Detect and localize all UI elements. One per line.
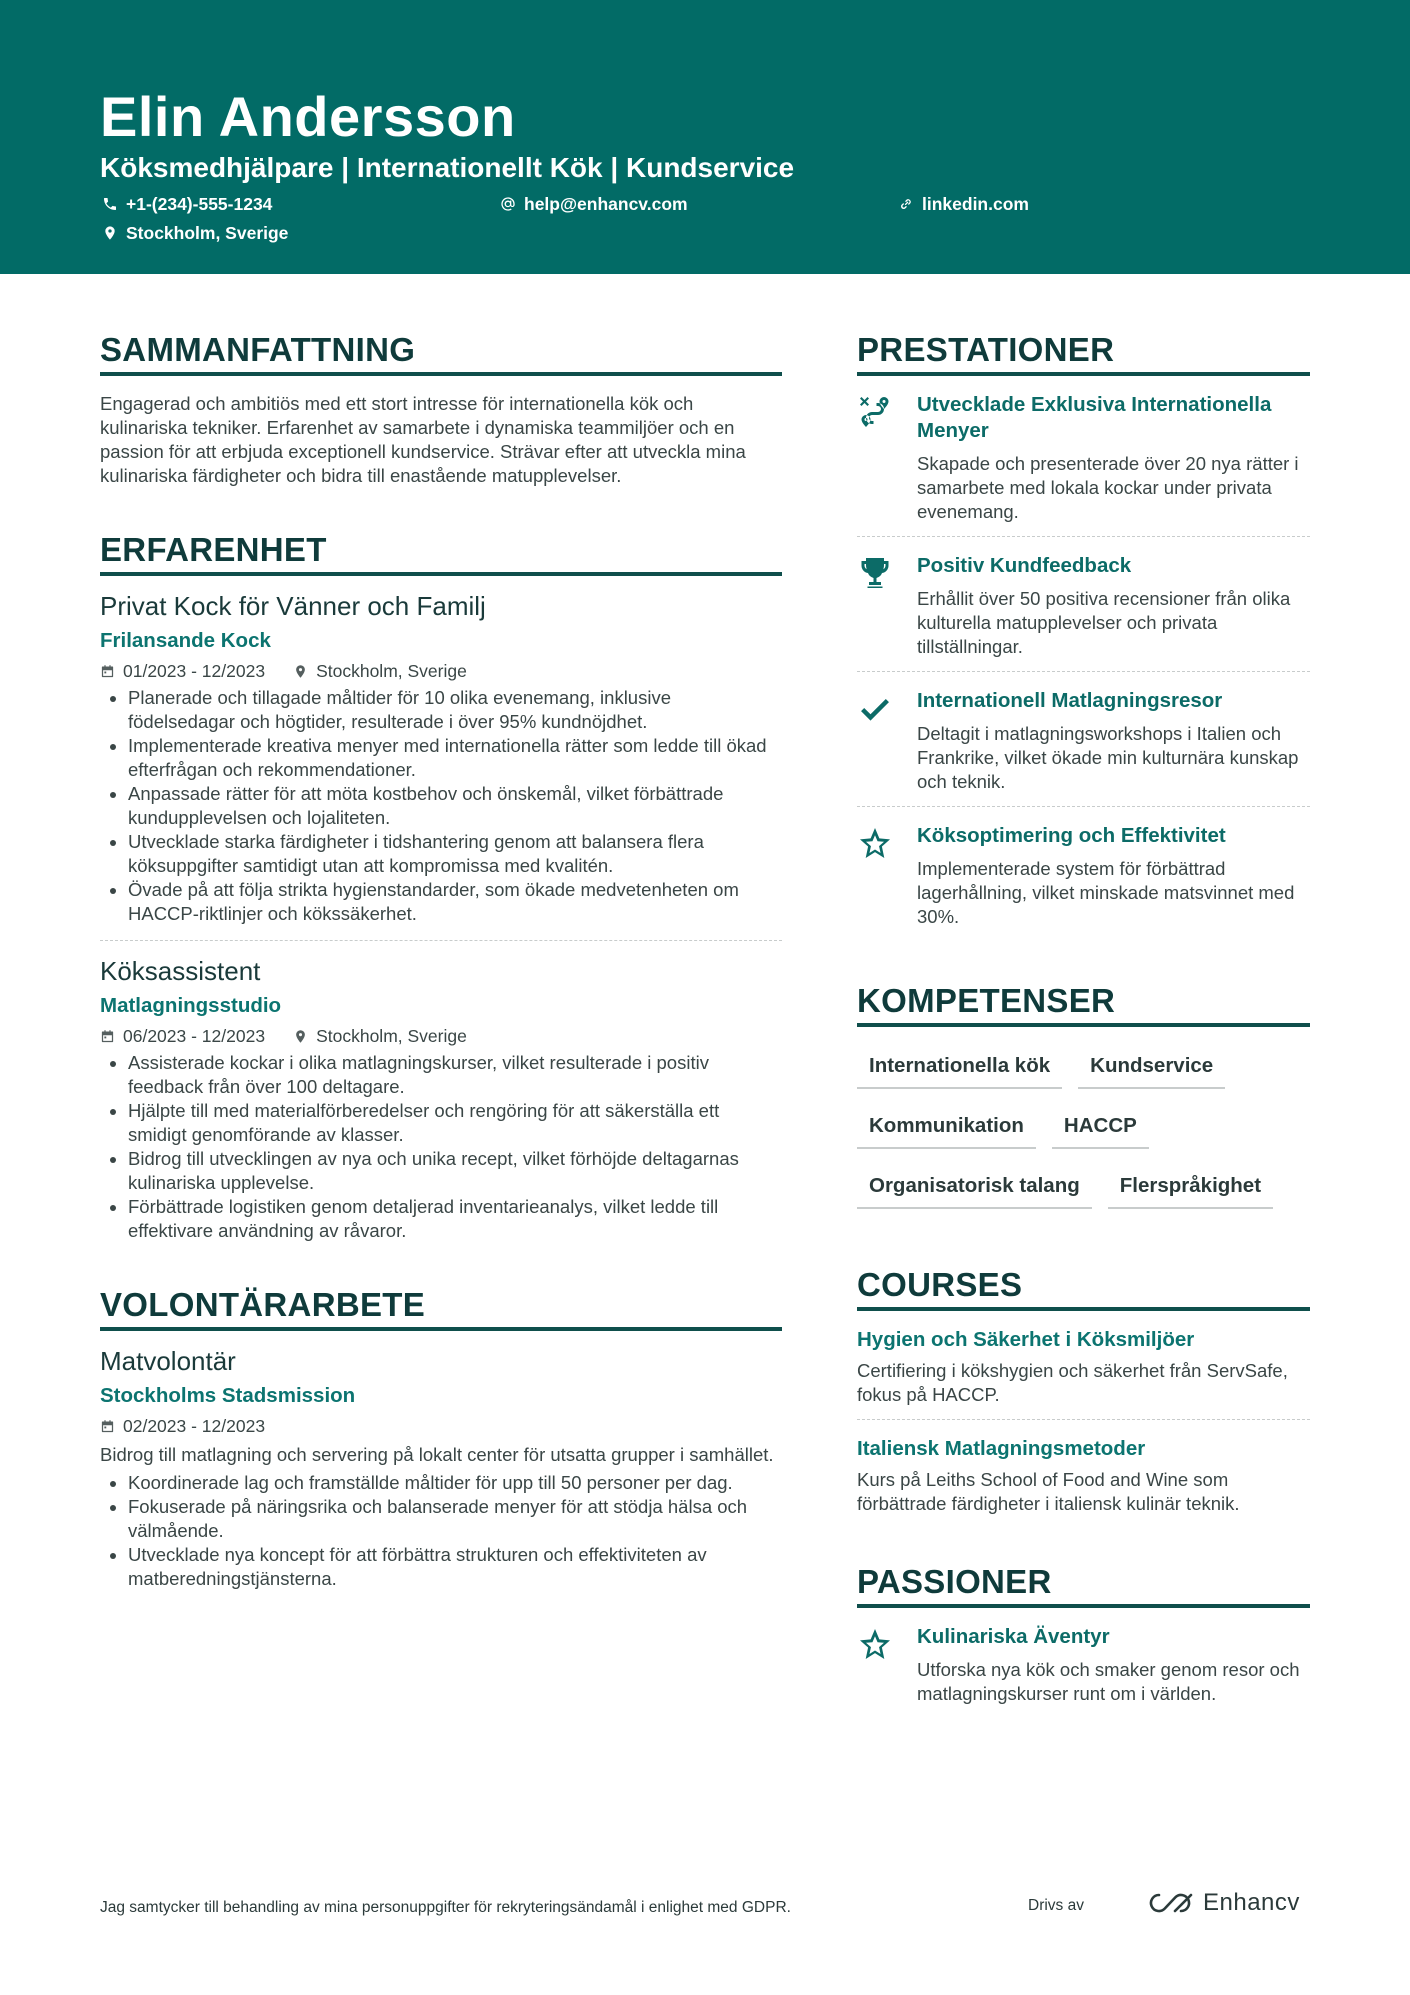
candidate-name: Elin Andersson bbox=[100, 85, 516, 148]
skill-tag: Flerspråkighet bbox=[1108, 1167, 1273, 1209]
achievements-heading: PRESTATIONER bbox=[857, 330, 1310, 376]
job-dates bbox=[100, 1025, 265, 1047]
summary-text: Engagerad och ambitiös med ett stort intresse för internationella kök och kulinariska tekniker. Erfarenhet av samarbete i dynamiska teammiljöer och en passion för att erbjuda exceptionell kundservice. Strävar efter att utveckla mina kulinariska färdigheter och bidra till enastående matupplevelser. bbox=[100, 393, 746, 486]
job-company: Matlagningsstudio bbox=[100, 994, 282, 1017]
achievement-divider bbox=[857, 536, 1310, 537]
trophy-icon bbox=[857, 555, 893, 591]
course-item bbox=[857, 1436, 1310, 1516]
experience-section bbox=[100, 530, 782, 1243]
left-column bbox=[100, 330, 782, 1591]
volunteer-heading: VOLONTÄRARBETE bbox=[100, 1285, 782, 1331]
volunteer-entry bbox=[100, 1345, 782, 1591]
job-dates bbox=[100, 660, 265, 682]
at-icon bbox=[500, 196, 516, 212]
volunteer-description: Bidrog till matlagning och servering på lokalt center för utsatta grupper i samhället. bbox=[100, 1444, 774, 1465]
skill-tag: Internationella kök bbox=[857, 1047, 1062, 1089]
passion-item bbox=[857, 1624, 1310, 1706]
job-dates-text: 06/2023 - 12/2023 bbox=[123, 1026, 266, 1046]
job-meta bbox=[100, 660, 782, 682]
job-location bbox=[293, 660, 467, 682]
bullet-item: • Bidrog till utvecklingen av nya och unika recept, vilket förhöjde deltagarnas kulinariska upplevelse. bbox=[128, 1147, 782, 1195]
achievements-section bbox=[857, 330, 1310, 929]
job-location-text: Stockholm, Sverige bbox=[316, 661, 467, 681]
gdpr-consent: Jag samtycker till behandling av mina personuppgifter för rekryteringsändamål i enlighet med GDPR. bbox=[100, 1899, 791, 1916]
achievement-description: Deltagit i matlagningsworkshops i Italien och Frankrike, vilket ökade min kulturnära kunskap och teknik. bbox=[917, 723, 1299, 792]
bullet-item: • Planerade och tillagade måltider för 10 olika evenemang, inklusive födelsedagar och högtider, resulterade i över 95% kundnöjdhet. bbox=[128, 686, 782, 734]
job-divider bbox=[100, 940, 782, 941]
job-title: Privat Kock för Vänner och Familj bbox=[100, 591, 486, 621]
volunteer-dates-text: 02/2023 - 12/2023 bbox=[123, 1416, 266, 1436]
job-entry bbox=[100, 955, 782, 1243]
skills-heading: KOMPETENSER bbox=[857, 981, 1310, 1027]
star-icon bbox=[857, 825, 893, 861]
job-location-text: Stockholm, Sverige bbox=[316, 1026, 467, 1046]
enhancv-logo[interactable] bbox=[1147, 1889, 1300, 1917]
achievement-divider bbox=[857, 671, 1310, 672]
passions-section bbox=[857, 1562, 1310, 1706]
bullet-item: • Koordinerade lag och framställde måltider för upp till 50 personer per dag. bbox=[128, 1471, 782, 1495]
summary-section bbox=[100, 330, 782, 488]
job-dates-text: 01/2023 - 12/2023 bbox=[123, 661, 266, 681]
job-company: Frilansande Kock bbox=[100, 629, 271, 652]
contact-linkedin[interactable] bbox=[898, 192, 1029, 216]
volunteer-dates bbox=[100, 1415, 265, 1437]
bullet-item: • Anpassade rätter för att möta kostbehov och önskemål, vilket förbättrade kundupplevelsen och lojaliteten. bbox=[128, 782, 782, 830]
resume-header bbox=[0, 0, 1410, 274]
passion-title: Kulinariska Äventyr bbox=[917, 1625, 1110, 1648]
location-pin-icon bbox=[293, 664, 308, 679]
course-title: Italiensk Matlagningsmetoder bbox=[857, 1437, 1146, 1460]
enhancv-logo-icon bbox=[1147, 1891, 1193, 1915]
bullet-item: • Assisterade kockar i olika matlagningskurser, vilket resulterade i positiv feedback från över 100 deltagare. bbox=[128, 1051, 782, 1099]
contact-phone[interactable] bbox=[102, 192, 272, 216]
bullet-item: • Övade på att följa strikta hygienstandarder, som ökade medvetenheten om HACCP-riktlinjer och kökssäkerhet. bbox=[128, 878, 782, 926]
achievement-description: Erhållit över 50 positiva recensioner från olika kulturella matupplevelser och privata tillställningar. bbox=[917, 588, 1291, 657]
phone-icon bbox=[102, 196, 118, 212]
achievement-item bbox=[857, 553, 1310, 659]
skills-list bbox=[857, 1047, 1310, 1227]
powered-by-label: Drivs av bbox=[1028, 1897, 1084, 1914]
enhancv-wordmark: Enhancv bbox=[1203, 1889, 1300, 1916]
course-title: Hygien och Säkerhet i Köksmiljöer bbox=[857, 1328, 1195, 1351]
job-location bbox=[293, 1025, 467, 1047]
achievement-item bbox=[857, 688, 1310, 794]
calendar-icon bbox=[100, 1419, 115, 1434]
bullet-item: • Hjälpte till med materialförberedelser och rengöring för att säkerställa ett smidigt genomförande av klasser. bbox=[128, 1099, 782, 1147]
achievement-description: Implementerade system för förbättrad lagerhållning, vilket minskade matsvinnet med 30%. bbox=[917, 858, 1295, 927]
link-icon bbox=[898, 196, 914, 212]
location-pin-icon bbox=[102, 225, 118, 241]
bullet-item: • Utvecklade starka färdigheter i tidshantering genom att balansera flera köksuppgifter samtidigt utan att kompromissa med kvalitén. bbox=[128, 830, 782, 878]
passions-heading: PASSIONER bbox=[857, 1562, 1310, 1608]
job-entry bbox=[100, 590, 782, 926]
experience-heading: ERFARENHET bbox=[100, 530, 782, 576]
job-meta bbox=[100, 1025, 782, 1047]
contact-email[interactable] bbox=[500, 192, 688, 216]
achievement-title: Köksoptimering och Effektivitet bbox=[917, 824, 1226, 847]
achievement-title: Internationell Matlagningsresor bbox=[917, 689, 1223, 712]
summary-heading: SAMMANFATTNING bbox=[100, 330, 782, 376]
checkmark-icon bbox=[857, 690, 893, 726]
skill-tag: Kundservice bbox=[1078, 1047, 1225, 1089]
location-pin-icon bbox=[293, 1029, 308, 1044]
calendar-icon bbox=[100, 664, 115, 679]
skills-section bbox=[857, 981, 1310, 1227]
course-item bbox=[857, 1327, 1310, 1407]
right-column bbox=[857, 330, 1310, 1706]
skill-tag: Kommunikation bbox=[857, 1107, 1036, 1149]
achievement-item bbox=[857, 823, 1310, 929]
courses-section bbox=[857, 1265, 1310, 1516]
candidate-title: Köksmedhjälpare | Internationellt Kök | Kundservice bbox=[100, 152, 795, 183]
job-bullets bbox=[100, 1051, 782, 1243]
bullet-item: • Utvecklade nya koncept för att förbättra strukturen och effektiviteten av matberedningstjänsterna. bbox=[128, 1543, 782, 1591]
email-text: help@enhancv.com bbox=[524, 194, 688, 214]
phone-text: +1-(234)-555-1234 bbox=[126, 194, 273, 214]
calendar-icon bbox=[100, 1029, 115, 1044]
route-icon bbox=[857, 394, 893, 430]
bullet-item: • Fokuserade på näringsrika och balanserade menyer för att stödja hälsa och välmående. bbox=[128, 1495, 782, 1543]
achievement-divider bbox=[857, 806, 1310, 807]
courses-heading: COURSES bbox=[857, 1265, 1310, 1311]
job-bullets bbox=[100, 686, 782, 926]
skill-tag: HACCP bbox=[1052, 1107, 1149, 1149]
course-divider bbox=[857, 1419, 1310, 1420]
achievement-title: Utvecklade Exklusiva Internationella Menyer bbox=[917, 393, 1272, 442]
volunteer-title: Matvolontär bbox=[100, 1346, 236, 1376]
volunteer-section bbox=[100, 1285, 782, 1591]
course-description: Kurs på Leiths School of Food and Wine som förbättrade färdigheter i italiensk kulinär teknik. bbox=[857, 1469, 1240, 1514]
course-description: Certifiering i kökshygien och säkerhet från ServSafe, fokus på HACCP. bbox=[857, 1360, 1288, 1405]
linkedin-text: linkedin.com bbox=[922, 194, 1029, 214]
volunteer-bullets bbox=[100, 1471, 782, 1591]
bullet-item: • Förbättrade logistiken genom detaljerad inventarieanalys, vilket ledde till effektivare användning av råvaror. bbox=[128, 1195, 782, 1243]
location-text: Stockholm, Sverige bbox=[126, 223, 289, 243]
passion-description: Utforska nya kök och smaker genom resor och matlagningskurser runt om i världen. bbox=[917, 1659, 1300, 1704]
bullet-item: • Implementerade kreativa menyer med internationella rätter som ledde till ökad efterfrågan och rekommendationer. bbox=[128, 734, 782, 782]
volunteer-meta bbox=[100, 1415, 782, 1437]
achievement-item bbox=[857, 392, 1310, 524]
skill-tag: Organisatorisk talang bbox=[857, 1167, 1092, 1209]
job-title: Köksassistent bbox=[100, 956, 261, 986]
achievement-title: Positiv Kundfeedback bbox=[917, 554, 1132, 577]
volunteer-organization: Stockholms Stadsmission bbox=[100, 1384, 356, 1407]
achievement-description: Skapade och presenterade över 20 nya rätter i samarbete med lokala kockar under privata evenemang. bbox=[917, 453, 1299, 522]
star-icon bbox=[857, 1626, 893, 1662]
contact-location bbox=[102, 221, 288, 245]
